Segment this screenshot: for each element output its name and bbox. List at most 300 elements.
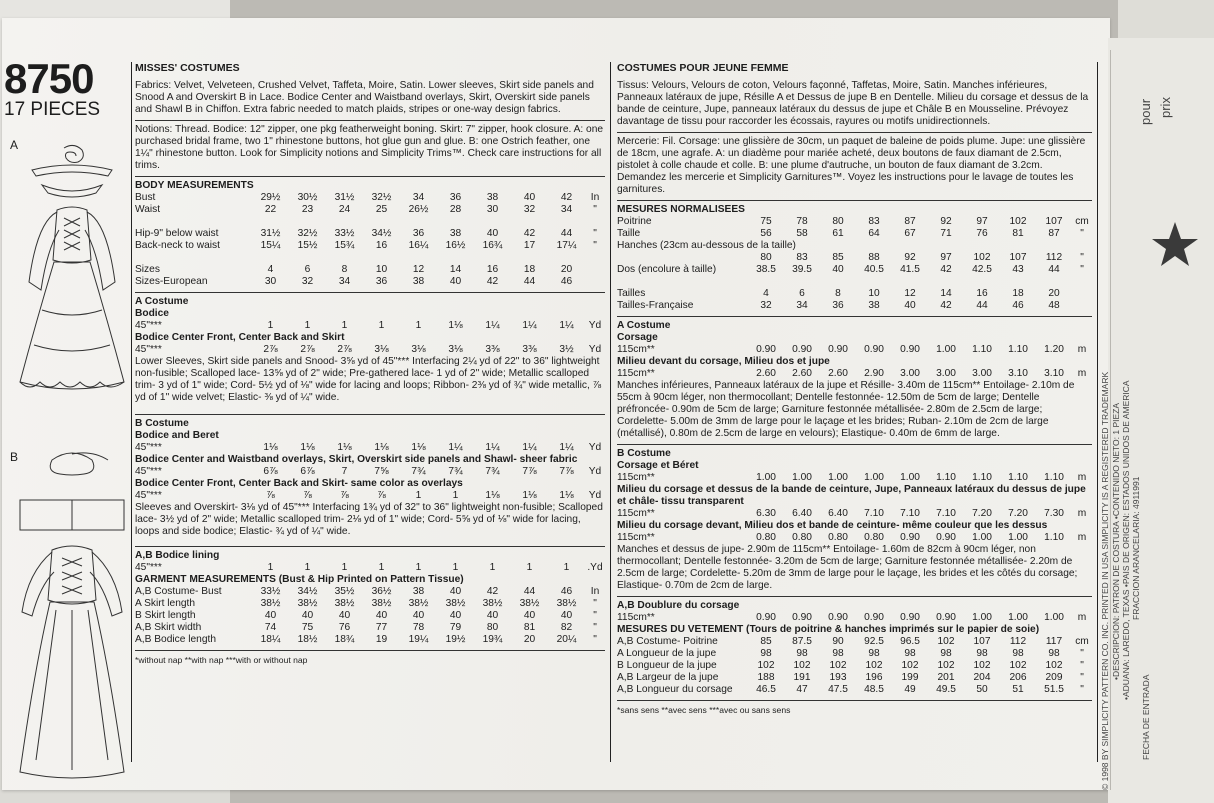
b-devant-metrage: [617, 532, 1092, 544]
size-cell: 87: [1048, 228, 1060, 239]
size-cell: 92: [940, 216, 952, 227]
size-cell: 15¾: [334, 240, 355, 251]
size-cell: 74: [264, 622, 277, 633]
measurement-row: [135, 466, 605, 478]
size-cell: [252, 216, 289, 228]
size-cell: 44: [1048, 264, 1060, 275]
row-label: Hanches (23cm au-dessous de la taille): [617, 240, 796, 251]
size-cell: 43: [1012, 264, 1024, 275]
size-cell: 42: [486, 276, 499, 287]
size-cell: [935, 240, 971, 252]
size-cell: [928, 276, 964, 288]
size-cell: 193: [829, 672, 847, 683]
size-cell: 38: [486, 192, 499, 203]
measurement-row: [135, 252, 605, 264]
measurement-row: [135, 598, 605, 610]
size-cell: 17¼: [556, 240, 577, 251]
size-cell: 35½: [334, 586, 355, 597]
b-devant-label: Milieu du corsage devant, Milieu dos et bande de ceinture- même couleur que les dessus: [617, 520, 1048, 531]
size-cell: [474, 252, 511, 264]
size-cell: 36: [412, 228, 425, 239]
size-cell: 7⅝: [374, 466, 389, 477]
size-cell: 87: [904, 216, 916, 227]
size-cell: 1: [267, 320, 274, 331]
unit-cell: [1072, 300, 1092, 312]
row-label: [617, 252, 748, 264]
size-cell: 18½: [297, 634, 318, 645]
size-cell: ⅞: [377, 490, 386, 501]
size-cell: 6.40: [828, 508, 848, 519]
measurement-row: [617, 228, 1092, 240]
size-cell: 7.20: [1008, 508, 1028, 519]
size-cell: 44: [976, 300, 988, 311]
bodice-drawing: [53, 207, 91, 263]
measurement-row: [135, 610, 605, 622]
unit-cell: ": [593, 634, 597, 645]
size-cell: [474, 216, 511, 228]
size-cell: 1⅛: [522, 490, 537, 501]
size-cell: [856, 276, 892, 288]
row-label: A,B Costume- Poitrine: [617, 636, 718, 647]
size-cell: 80: [486, 622, 499, 633]
measurement-row: [617, 264, 1092, 276]
size-cell: 102: [757, 660, 775, 671]
unit-cell: m: [1077, 472, 1087, 483]
bodice-b-drawing: [48, 546, 96, 604]
size-cell: 98: [1012, 648, 1024, 659]
size-cell: 38½: [482, 598, 503, 609]
size-cell: 26½: [408, 204, 429, 215]
size-cell: 1: [489, 562, 496, 573]
size-cell: [1000, 276, 1036, 288]
size-cell: 6: [799, 288, 805, 299]
measurement-row: [135, 228, 605, 240]
size-cell: 7: [341, 466, 348, 477]
size-cell: [863, 240, 899, 252]
size-cell: 19¾: [482, 634, 503, 645]
size-cell: 1⅛: [374, 442, 389, 453]
size-cell: 1.10: [1008, 344, 1028, 355]
size-cell: [511, 252, 548, 264]
unit-cell: ": [1080, 228, 1084, 239]
size-cell: 0.90: [792, 612, 812, 623]
b-milieu-label: Milieu du corsage et dessus de la bande de ceinture, Jupe, Panneaux latéraux du dessus de jupe et châle- tissu transparent: [617, 484, 1086, 507]
row-label: A,B Largeur de la jupe: [617, 672, 719, 683]
size-cell: 0.80: [756, 532, 776, 543]
size-cell: 30½: [297, 192, 318, 203]
size-cell: 102: [1009, 660, 1027, 671]
size-cell: 20: [523, 634, 536, 645]
size-cell: 209: [1045, 672, 1063, 683]
size-cell: 46: [560, 276, 573, 287]
footnote: *without nap **with nap ***with or without nap: [135, 655, 308, 665]
size-cell: 38½: [556, 598, 577, 609]
size-cell: 0.90: [756, 344, 776, 355]
mesures-table: [617, 216, 1092, 312]
divider-left: [131, 62, 132, 762]
measurement-row: [135, 622, 605, 634]
size-cell: 31½: [334, 192, 355, 203]
size-cell: 7¾: [411, 466, 426, 477]
size-cell: 0.90: [756, 612, 776, 623]
b-front-yardage: [135, 490, 605, 502]
unit-cell: In: [590, 192, 600, 203]
size-cell: 34: [412, 192, 425, 203]
size-cell: 1.10: [1044, 472, 1064, 483]
size-cell: 1.00: [972, 532, 992, 543]
size-cell: 196: [865, 672, 883, 683]
size-cell: [784, 276, 820, 288]
size-cell: 32: [760, 300, 772, 311]
size-cell: 40: [375, 610, 388, 621]
size-cell: 82: [560, 622, 573, 633]
aduana-text: •ADUANA: LAREDO, TEXAS •PAIS DE ORIGEN: ESTADOS UNIDOS DE AMERICA: [1121, 380, 1131, 700]
measurement-row: [617, 368, 1092, 380]
measurement-row: [617, 660, 1092, 672]
unit-cell: m: [1077, 612, 1087, 623]
unit-cell: ": [593, 228, 597, 239]
size-cell: 98: [796, 648, 808, 659]
size-cell: ⅞: [303, 490, 312, 501]
size-cell: 1: [563, 562, 570, 573]
size-cell: [899, 240, 935, 252]
unit-cell: .Yd: [587, 562, 603, 573]
size-cell: 1⅛: [300, 442, 315, 453]
unit-cell: [1072, 288, 1092, 300]
size-cell: 46: [560, 586, 573, 597]
body-measurements-title: BODY MEASUREMENTS: [135, 180, 254, 191]
size-cell: 46: [1012, 300, 1024, 311]
a-corsage-label: Corsage: [617, 332, 658, 343]
size-cell: 29½: [260, 192, 281, 203]
size-cell: 20: [560, 264, 573, 275]
size-cell: 42: [940, 264, 952, 275]
measurement-row: [617, 532, 1092, 544]
piece-count: 17 PIECES: [4, 99, 101, 120]
size-cell: 98: [940, 648, 952, 659]
unit-cell: ": [1080, 672, 1084, 683]
size-cell: 1.00: [900, 472, 920, 483]
size-cell: 36: [375, 276, 388, 287]
unit-cell: ": [1080, 252, 1084, 263]
size-cell: 71: [940, 228, 952, 239]
size-cell: 1.00: [936, 344, 956, 355]
size-cell: 81: [523, 622, 536, 633]
size-cell: 0.90: [828, 344, 848, 355]
size-cell: 1⅛: [337, 442, 352, 453]
size-cell: 4: [763, 288, 769, 299]
size-cell: 78: [412, 622, 425, 633]
size-cell: 18: [523, 264, 536, 275]
size-cell: 30: [264, 276, 277, 287]
size-cell: 1⅛: [559, 490, 574, 501]
size-cell: 201: [937, 672, 955, 683]
size-cell: 16: [375, 240, 388, 251]
size-cell: 1: [341, 562, 348, 573]
row-label: 45"***: [135, 320, 162, 331]
size-cell: 47: [796, 684, 808, 695]
row-label: 45"***: [135, 466, 162, 477]
size-cell: 2.60: [756, 368, 776, 379]
unit-cell: Yd: [588, 466, 602, 477]
size-cell: 3⅜: [522, 344, 537, 355]
measurement-row: [617, 276, 1092, 288]
view-b-label: B: [10, 450, 19, 464]
size-cell: 40: [264, 610, 277, 621]
size-cell: 3⅛: [411, 344, 426, 355]
size-cell: 10: [375, 264, 388, 275]
size-cell: 34: [560, 204, 573, 215]
size-cell: [400, 252, 437, 264]
row-label: 45"***: [135, 562, 162, 573]
unit-cell: m: [1077, 532, 1087, 543]
size-cell: 81: [1012, 228, 1024, 239]
row-label: Bust: [135, 192, 156, 203]
size-cell: 22: [264, 204, 277, 215]
a-milieu-metrage: [617, 368, 1092, 380]
shawl-drawing: [20, 500, 124, 530]
unit-cell: m: [1077, 368, 1087, 379]
size-cell: 38½: [371, 598, 392, 609]
size-cell: 38½: [408, 598, 429, 609]
size-cell: 0.80: [864, 532, 884, 543]
size-cell: 6.40: [792, 508, 812, 519]
size-cell: [363, 216, 400, 228]
row-label: 45"***: [135, 442, 162, 453]
size-cell: 77: [375, 622, 388, 633]
b-corsage-label: Corsage et Béret: [617, 460, 699, 471]
row-label: A,B Costume- Bust: [135, 586, 222, 597]
size-cell: 44: [560, 228, 573, 239]
size-cell: 76: [338, 622, 351, 633]
unit-cell: ": [593, 240, 597, 251]
size-cell: 102: [1045, 660, 1063, 671]
size-cell: 204: [973, 672, 991, 683]
size-cell: 7⅞: [559, 466, 574, 477]
unit-cell: ": [593, 610, 597, 621]
size-cell: 97: [976, 216, 988, 227]
row-label: [135, 216, 252, 228]
row-label: 45"***: [135, 344, 162, 355]
size-cell: 1⅛: [411, 442, 426, 453]
size-cell: 49.5: [936, 684, 956, 695]
size-cell: 0.90: [792, 344, 812, 355]
size-cell: 1¼: [448, 442, 463, 453]
measurement-row: [135, 264, 605, 276]
size-cell: 20¼: [556, 634, 577, 645]
garment-measurements-title: GARMENT MEASUREMENTS (Bust & Hip Printed on Pattern Tissue): [135, 574, 464, 585]
size-cell: 117: [1045, 636, 1063, 647]
b-center-yardage: [135, 466, 605, 478]
size-cell: 92: [904, 252, 916, 263]
size-cell: 107: [1009, 252, 1027, 263]
french-column: [617, 62, 1092, 716]
row-label: Taille: [617, 228, 641, 239]
size-cell: 20: [1048, 288, 1060, 299]
measurement-row: [135, 634, 605, 646]
tissus-text: Tissus: Velours, Velours de coton, Velours façonné, Taffetas, Moire, Satin. Manches inférieures, Panneaux latéraux de jupe, Résille A et Dessus de jupe B en Dentelle. Milieu du corsage et dessus de la bande de ceinture, Jupe, panneaux latéraux du dessus de jupe et Châle B en Mousseline. Prévoyez davantage de tissu pour raccorder les écossais, rayures ou motifs unidirectionnels.: [617, 80, 1089, 127]
size-cell: 1.10: [936, 472, 956, 483]
size-cell: 38: [449, 228, 462, 239]
size-cell: 6⅞: [300, 466, 315, 477]
size-cell: 75: [760, 216, 772, 227]
measurement-row: [617, 288, 1092, 300]
size-cell: 1: [452, 490, 459, 501]
unit-cell: ": [1080, 648, 1084, 659]
size-cell: 32: [523, 204, 536, 215]
size-cell: 18¾: [334, 634, 355, 645]
size-cell: 1: [415, 562, 422, 573]
size-cell: 40: [412, 610, 425, 621]
size-cell: 76: [976, 228, 988, 239]
size-cell: 56: [760, 228, 772, 239]
row-label: A Longueur de la jupe: [617, 648, 717, 659]
size-cell: 98: [760, 648, 772, 659]
size-cell: 102: [937, 660, 955, 671]
size-cell: 88: [868, 252, 880, 263]
a-corsage-metrage: [617, 344, 1092, 356]
size-cell: 15½: [297, 240, 318, 251]
size-cell: 32½: [297, 228, 318, 239]
size-cell: 19: [375, 634, 388, 645]
size-cell: 1¼: [485, 442, 500, 453]
measurement-row: [135, 216, 605, 228]
unit-cell: In: [590, 586, 600, 597]
mesures-vetement-title: MESURES DU VETEMENT (Tours de poitrine & hanches imprimés sur le papier de soie): [617, 624, 1040, 635]
size-cell: 61: [832, 228, 844, 239]
size-cell: 7¾: [485, 466, 500, 477]
size-cell: 1.00: [828, 472, 848, 483]
measurement-row: [617, 684, 1092, 696]
measurement-row: [617, 612, 1092, 624]
size-cell: 64: [868, 228, 880, 239]
size-cell: 67: [904, 228, 916, 239]
size-cell: 12: [412, 264, 425, 275]
size-cell: 199: [901, 672, 919, 683]
size-cell: 3⅛: [374, 344, 389, 355]
lining-title: A,B Bodice lining: [135, 550, 220, 561]
measurement-row: [617, 252, 1092, 264]
notions-text: Notions: Thread. Bodice: 12" zipper, one pkg featherweight boning. Skirt: 7" zipper, hook closure. A: one purchased bridal frame, two 1" rhinestone buttons, hot glue gun and glue. B: one Ostrich feather, one 1¼" rhinestone button. Look for Simplicity notions and Simplicity Trims™. Check care instructions for all trims.: [135, 124, 604, 171]
size-cell: 1: [526, 562, 533, 573]
a-costume-title-fr: A Costume: [617, 320, 671, 331]
size-cell: 1.10: [1008, 472, 1028, 483]
row-label: [135, 252, 252, 264]
descripcion-text: •DESCRIPCION: PATRON DE COSTURA •CONTENIDO NETO: 1 PIEZA: [1111, 402, 1121, 680]
size-cell: 2.60: [828, 368, 848, 379]
unit-cell: [585, 252, 605, 264]
size-cell: 40: [449, 610, 462, 621]
size-cell: 42.5: [972, 264, 992, 275]
size-cell: 14: [940, 288, 952, 299]
row-label: A Skirt length: [135, 598, 196, 609]
footnote-fr: *sans sens **avec sens ***avec ou sans sens: [617, 705, 791, 715]
row-label: A,B Longueur du corsage: [617, 684, 733, 695]
size-cell: [1036, 276, 1072, 288]
size-cell: 30: [486, 204, 499, 215]
size-cell: 1: [415, 320, 422, 331]
mesures-title: MESURES NORMALISEES: [617, 204, 745, 215]
size-cell: 7⅞: [522, 466, 537, 477]
measurement-row: [617, 240, 1092, 252]
unit-cell: [1079, 240, 1099, 252]
size-cell: 2.60: [792, 368, 812, 379]
size-cell: 18¼: [260, 634, 281, 645]
size-cell: 58: [796, 228, 808, 239]
size-cell: 44: [523, 276, 536, 287]
size-cell: 102: [1009, 216, 1027, 227]
measurement-row: [135, 276, 605, 288]
size-cell: 2⅞: [263, 344, 278, 355]
size-cell: 78: [796, 216, 808, 227]
b-bodice-label: Bodice and Beret: [135, 430, 219, 441]
row-label: 115cm**: [617, 344, 655, 355]
size-cell: 32½: [371, 192, 392, 203]
size-cell: [791, 240, 827, 252]
size-cell: [964, 276, 1000, 288]
size-cell: 107: [973, 636, 991, 647]
measurement-row: [135, 586, 605, 598]
row-label: B Skirt length: [135, 610, 196, 621]
unit-cell: m: [1077, 508, 1087, 519]
size-cell: 112: [1009, 636, 1027, 647]
unit-cell: cm: [1075, 636, 1089, 647]
size-cell: 1: [304, 320, 311, 331]
b-notions-text: Sleeves and Overskirt- 3⅛ yd of 45"*** Interfacing 1¾ yd of 32" to 36" lightweight non-fusible; Scalloped lace- 3½ yd of 2" wide; Metallic scalloped trim- 2⅛ yd of 1" wide; Cord- 5⅝ yd of ⅛" wide for lacing, loops and side bodice; Elastic- ¾ yd of ¼" wide.: [135, 502, 603, 537]
size-cell: 40: [523, 610, 536, 621]
size-cell: 16: [486, 264, 499, 275]
size-cell: 1.10: [972, 472, 992, 483]
a-center-label: Bodice Center Front, Center Back and Skirt: [135, 332, 345, 343]
a-costume-title: A Costume: [135, 296, 189, 307]
size-cell: 42: [486, 586, 499, 597]
size-cell: [755, 240, 791, 252]
size-cell: [1043, 240, 1079, 252]
size-cell: [289, 216, 326, 228]
size-cell: 7.20: [972, 508, 992, 519]
frame-drawing: [32, 165, 112, 176]
size-cell: 1: [267, 562, 274, 573]
measurement-row: [135, 192, 605, 204]
size-cell: 42: [523, 228, 536, 239]
size-cell: 75: [301, 622, 314, 633]
size-cell: 32: [301, 276, 314, 287]
tiara-drawing: [64, 145, 83, 162]
row-label: Hip-9" below waist: [135, 228, 219, 239]
size-cell: 206: [1009, 672, 1027, 683]
size-cell: 40: [486, 228, 499, 239]
measurement-row: [135, 442, 605, 454]
size-cell: 2.90: [864, 368, 884, 379]
size-cell: 85: [760, 636, 772, 647]
size-cell: 40: [338, 610, 351, 621]
size-cell: [820, 276, 856, 288]
size-cell: ⅞: [340, 490, 349, 501]
divider-right: [1097, 62, 1098, 762]
unit-cell: [585, 216, 605, 228]
garment-measurements-table: [135, 586, 605, 646]
size-cell: 3.10: [1044, 368, 1064, 379]
size-cell: 102: [793, 660, 811, 671]
size-cell: [400, 216, 437, 228]
size-cell: 6.30: [756, 508, 776, 519]
size-cell: 92.5: [864, 636, 884, 647]
row-label: 115cm**: [617, 612, 655, 623]
measurement-row: [617, 648, 1092, 660]
size-cell: 8: [835, 288, 841, 299]
measurement-row: [617, 672, 1092, 684]
size-cell: 38: [412, 276, 425, 287]
